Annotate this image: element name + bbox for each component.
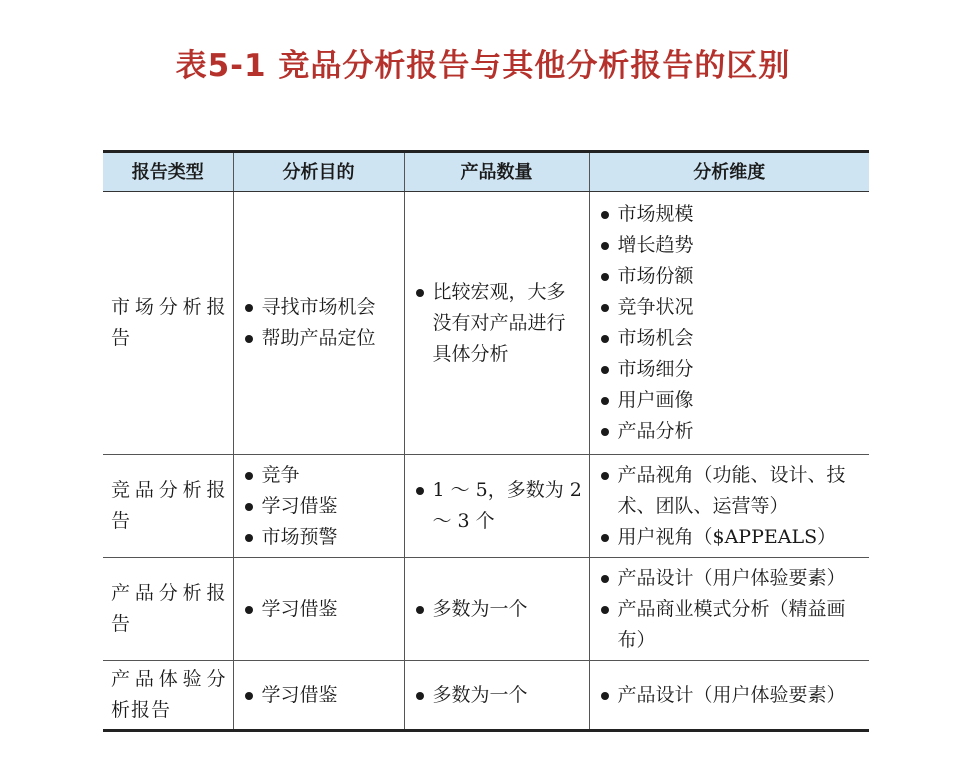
header-report-type: 报告类型 xyxy=(103,152,233,192)
comparison-table xyxy=(103,150,869,732)
list-item: 增长趋势 xyxy=(598,230,864,261)
product-count-cell xyxy=(404,455,589,558)
purpose-cell xyxy=(233,558,404,661)
list-item: 产品设计（用户体验要素） xyxy=(598,563,864,594)
dimensions-cell xyxy=(589,558,869,661)
list-item: 多数为一个 xyxy=(413,594,583,625)
table-row xyxy=(103,455,869,558)
header-dimensions: 分析维度 xyxy=(589,152,869,192)
report-type-cell: 产品体验分析报告 xyxy=(103,661,233,731)
product-count-cell xyxy=(404,192,589,455)
list-item: 1 ～ 5，多数为 2 ～ 3 个 xyxy=(413,475,583,537)
purpose-cell xyxy=(233,192,404,455)
dimensions-cell xyxy=(589,455,869,558)
list-item: 产品视角（功能、设计、技术、团队、运营等） xyxy=(598,460,864,522)
report-type-cell: 竞品分析报告 xyxy=(103,455,233,558)
list-item: 产品设计（用户体验要素） xyxy=(598,680,864,711)
list-item: 市场细分 xyxy=(598,354,864,385)
purpose-cell xyxy=(233,661,404,731)
list-item: 产品商业模式分析（精益画布） xyxy=(598,594,864,656)
dimensions-cell xyxy=(589,661,869,731)
list-item: 市场预警 xyxy=(242,522,398,553)
list-item: 用户视角（$APPEALS） xyxy=(598,522,864,553)
table-row xyxy=(103,661,869,731)
header-row xyxy=(103,152,869,192)
list-item: 寻找市场机会 xyxy=(242,292,398,323)
dimensions-cell xyxy=(589,192,869,455)
list-item: 学习借鉴 xyxy=(242,680,398,711)
table-row xyxy=(103,192,869,455)
list-item: 学习借鉴 xyxy=(242,491,398,522)
header-purpose: 分析目的 xyxy=(233,152,404,192)
list-item: 市场份额 xyxy=(598,261,864,292)
product-count-cell xyxy=(404,558,589,661)
product-count-cell xyxy=(404,661,589,731)
list-item: 市场规模 xyxy=(598,199,864,230)
list-item: 用户画像 xyxy=(598,385,864,416)
header-product-count: 产品数量 xyxy=(404,152,589,192)
list-item: 多数为一个 xyxy=(413,680,583,711)
list-item: 帮助产品定位 xyxy=(242,323,398,354)
table-title: 表5-1 竞品分析报告与其他分析报告的区别 xyxy=(175,48,791,84)
list-item: 市场机会 xyxy=(598,323,864,354)
list-item: 产品分析 xyxy=(598,416,864,447)
list-item: 学习借鉴 xyxy=(242,594,398,625)
report-type-cell: 产品分析报告 xyxy=(103,558,233,661)
list-item: 竞争状况 xyxy=(598,292,864,323)
list-item: 竞争 xyxy=(242,460,398,491)
report-type-cell: 市场分析报告 xyxy=(103,192,233,455)
list-item: 比较宏观，大多没有对产品进行具体分析 xyxy=(413,277,583,370)
purpose-cell xyxy=(233,455,404,558)
table-row xyxy=(103,558,869,661)
